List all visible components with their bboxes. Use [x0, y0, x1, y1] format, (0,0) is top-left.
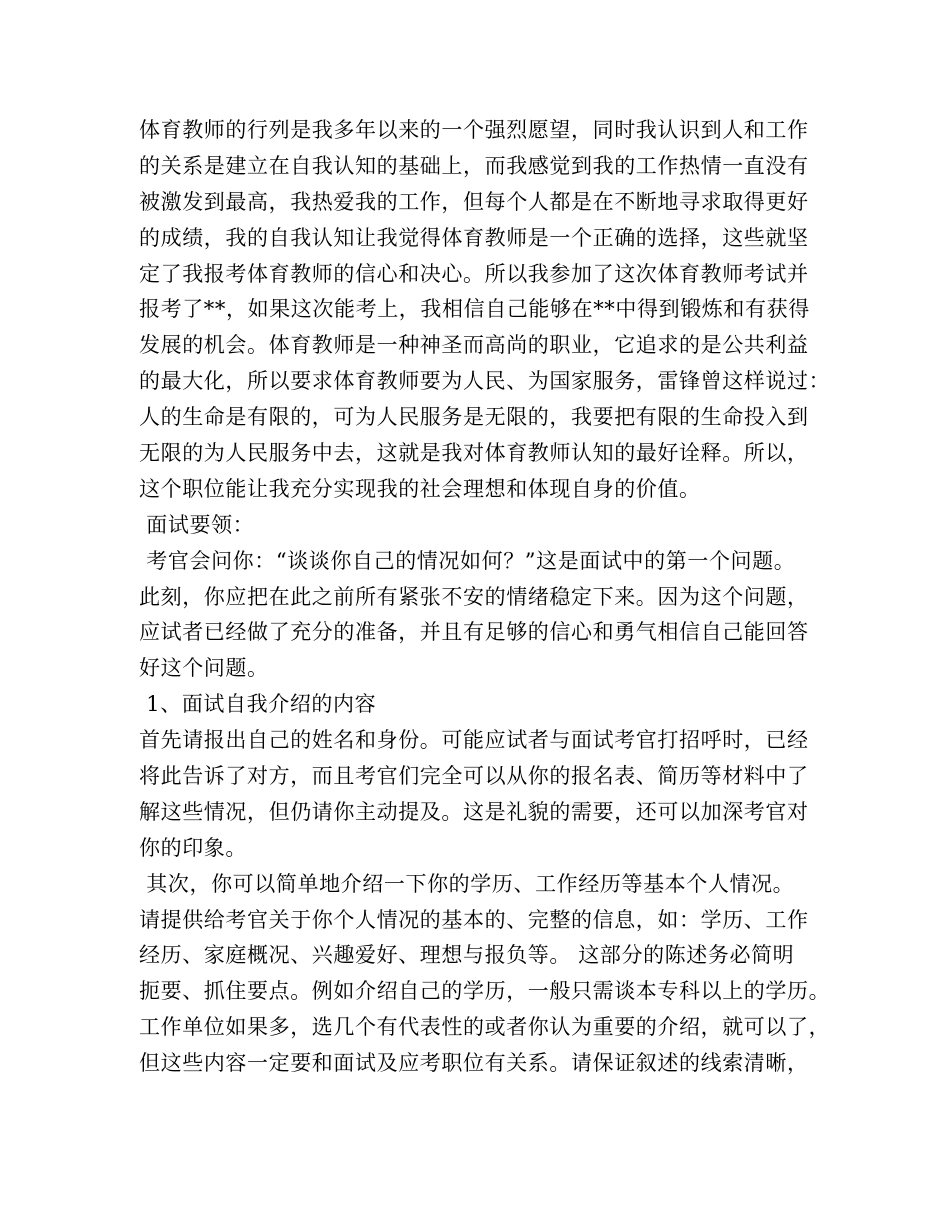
text-line: 其次，你可以简单地介绍一下你的学历、工作经历等基本个人情况。 — [139, 871, 795, 896]
section-heading: 1、面试自我介绍的内容 — [139, 692, 377, 717]
text-line: 好这个问题。 — [139, 656, 269, 681]
text-line: 将此告诉了对方，而且考官们完全可以从你的报名表、简历等材料中了 — [139, 764, 809, 789]
section-heading: 面试要领： — [139, 512, 255, 537]
text-line: 你的印象。 — [139, 835, 247, 860]
text-line: 解这些情况，但仍请你主动提及。这是礼貌的需要，还可以加深考官对 — [139, 799, 809, 824]
text-line: 发展的机会。体育教师是一种神圣而高尚的职业，它追求的是公共利益 — [139, 333, 809, 358]
text-line: 应试者已经做了充分的准备，并且有足够的信心和勇气相信自己能回答 — [139, 620, 809, 645]
text-line: 人的生命是有限的，可为人民服务是无限的，我要把有限的生命投入到 — [139, 405, 809, 430]
document-body — [139, 113, 839, 1082]
text-line: 但这些内容一定要和面试及应考职位有关系。请保证叙述的线索清晰， — [139, 1051, 809, 1076]
text-line: 工作单位如果多，选几个有代表性的或者你认为重要的介绍，就可以了， — [139, 1015, 831, 1040]
text-line: 被激发到最高，我热爱我的工作，但每个人都是在不断地寻求取得更好 — [139, 189, 809, 214]
text-line: 请提供给考官关于你个人情况的基本的、完整的信息，如：学历、工作 — [139, 907, 809, 932]
text-line: 的关系是建立在自我认知的基础上，而我感觉到我的工作热情一直没有 — [139, 153, 809, 178]
text-line: 报考了**，如果这次能考上，我相信自己能够在**中得到锻炼和有获得 — [139, 297, 810, 322]
text-line: 考官会问你：“谈谈你自己的情况如何？”这是面试中的第一个问题。 — [139, 548, 796, 573]
text-line: 经历、家庭概况、兴趣爱好、理想与报负等。 这部分的陈述务必简明 — [139, 943, 795, 968]
text-line: 首先请报出自己的姓名和身份。可能应试者与面试考官打招呼时，已经 — [139, 728, 809, 753]
text-line: 体育教师的行列是我多年以来的一个强烈愿望，同时我认识到人和工作 — [139, 118, 809, 142]
text-line: 此刻，你应把在此之前所有紧张不安的情绪稳定下来。因为这个问题， — [139, 584, 809, 609]
text-line: 扼要、抓住要点。例如介绍自己的学历，一般只需谈本专科以上的学历。 — [139, 979, 831, 1004]
text-line: 无限的为人民服务中去，这就是我对体育教师认知的最好诠释。所以， — [139, 441, 809, 466]
text-line: 这个职位能让我充分实现我的社会理想和体现自身的价值。 — [139, 476, 701, 501]
text-line: 定了我报考体育教师的信心和决心。所以我参加了这次体育教师考试并 — [139, 261, 809, 286]
text-line: 的成绩，我的自我认知让我觉得体育教师是一个正确的选择，这些就坚 — [139, 225, 809, 250]
text-line: 的最大化，所以要求体育教师要为人民、为国家服务，雷锋曾这样说过： — [139, 369, 831, 394]
